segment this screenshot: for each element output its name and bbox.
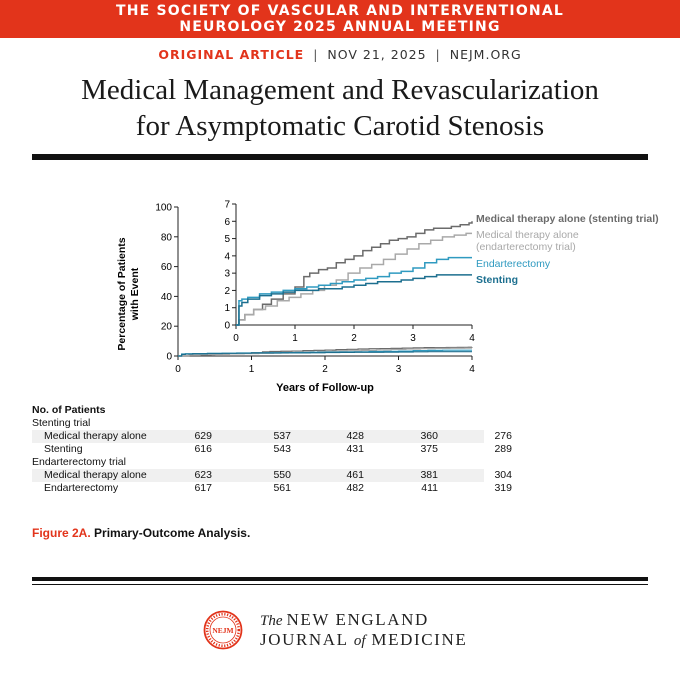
inset-x-tick-label: 4 <box>469 333 475 344</box>
inset-y-tick-label: 7 <box>224 199 230 211</box>
inset-x-tick-label: 3 <box>410 333 416 344</box>
title-line-1: Medical Management and Revascularization <box>81 74 599 106</box>
cell-value: 304 <box>494 469 512 481</box>
inset-x-tick-label: 1 <box>292 333 298 344</box>
y-tick-label: 60 <box>160 262 172 274</box>
y-tick-label: 20 <box>160 321 172 333</box>
inset-y-tick-label: 3 <box>224 268 230 280</box>
meta-separator: | <box>313 47 319 62</box>
title-line-2: for Asymptomatic Carotid Stenosis <box>135 110 545 142</box>
inset-y-tick-label: 2 <box>224 285 230 297</box>
table-row <box>32 469 512 482</box>
cell-value: 289 <box>494 443 512 455</box>
journal-journal: JOURNAL <box>260 630 349 649</box>
group-label: Stenting trial <box>32 417 91 429</box>
inset-x-tick-label: 0 <box>233 333 239 344</box>
x-axis-label: Years of Follow-up <box>276 382 374 394</box>
legend-label: Endarterectomy <box>476 258 551 270</box>
cell-value: 461 <box>346 469 364 481</box>
x-tick-label: 0 <box>175 364 181 375</box>
x-tick-label: 3 <box>395 364 402 375</box>
journal-of: of <box>353 633 366 649</box>
cell-value: 411 <box>421 482 438 494</box>
seal-text: NEJM <box>212 626 234 635</box>
site-name: NEJM.ORG <box>449 47 522 62</box>
x-tick-label: 1 <box>248 364 255 375</box>
figure-caption-text: Primary-Outcome Analysis. <box>94 526 251 540</box>
inset-x-tick-label: 2 <box>351 333 357 344</box>
cell-value: 381 <box>420 469 438 481</box>
cell-value: 360 <box>420 430 438 442</box>
y-tick-label: 0 <box>166 351 172 363</box>
y-tick-label: 40 <box>160 291 172 303</box>
inset-y-tick-label: 4 <box>224 251 230 263</box>
row-label: Endarterectomy <box>44 482 119 494</box>
table-row <box>32 430 512 443</box>
cell-value: 561 <box>273 482 291 494</box>
x-tick-label: 4 <box>469 364 475 375</box>
row-label: Medical therapy alone <box>44 430 147 442</box>
cell-value: 550 <box>273 469 291 481</box>
y-axis-label-line-1: Percentage of Patients <box>116 237 128 351</box>
group-label: Endarterectomy trial <box>32 456 126 468</box>
journal-name-line-2 <box>260 630 467 650</box>
journal-seal-icon <box>203 610 243 650</box>
legend-label: Medical therapy alone <box>476 229 579 241</box>
article-type-tag: ORIGINAL ARTICLE <box>158 47 305 62</box>
inset-y-tick-label: 6 <box>224 216 230 228</box>
legend-label: Medical therapy alone (stenting trial) <box>476 213 659 225</box>
legend-label-line-2: (endarterectomy trial) <box>476 241 576 253</box>
publication-date: NOV 21, 2025 <box>327 47 427 62</box>
inset-y-tick-label: 1 <box>224 303 230 315</box>
cell-value: 431 <box>346 443 364 455</box>
inset-chart <box>224 200 475 345</box>
row-label: Medical therapy alone <box>44 469 147 481</box>
journal-the: The <box>260 613 283 629</box>
y-tick-label: 80 <box>160 232 172 244</box>
cell-value: 623 <box>194 469 212 481</box>
banner-line-1: THE SOCIETY OF VASCULAR AND INTERVENTIONAL <box>115 3 564 19</box>
journal-new-england: NEW ENGLAND <box>286 610 429 629</box>
cell-value: 276 <box>494 430 512 442</box>
cell-value: 319 <box>494 482 512 494</box>
inset-y-tick-label: 0 <box>224 320 230 332</box>
journal-name-line-1 <box>260 610 429 630</box>
legend-label: Stenting <box>476 274 518 286</box>
cell-value: 617 <box>194 482 212 494</box>
banner-line-2: NEUROLOGY 2025 ANNUAL MEETING <box>179 19 501 35</box>
x-tick-label: 2 <box>322 364 328 375</box>
journal-medicine: MEDICINE <box>371 630 468 649</box>
cell-value: 537 <box>273 430 291 442</box>
chart-legend <box>476 213 659 286</box>
inset-y-tick-label: 5 <box>224 234 230 246</box>
cell-value: 543 <box>273 443 291 455</box>
cell-value: 629 <box>194 430 212 442</box>
cell-value: 482 <box>346 482 364 494</box>
patients-at-risk-table <box>32 403 512 495</box>
cell-value: 616 <box>194 443 212 455</box>
figure-caption <box>32 526 250 540</box>
table-header: No. of Patients <box>32 404 106 416</box>
meta-separator: | <box>435 47 441 62</box>
row-label: Stenting <box>44 443 83 455</box>
figure-label: Figure 2A. <box>32 526 91 540</box>
cell-value: 375 <box>420 443 438 455</box>
table-row <box>32 482 512 495</box>
cell-value: 428 <box>346 430 364 442</box>
bottom-rule <box>32 577 648 581</box>
y-tick-label: 100 <box>155 202 172 214</box>
series-line <box>178 352 472 356</box>
y-axis-label-line-2: with Event <box>129 267 141 321</box>
bottom-rule-thin <box>32 584 648 585</box>
table-row <box>32 443 512 456</box>
